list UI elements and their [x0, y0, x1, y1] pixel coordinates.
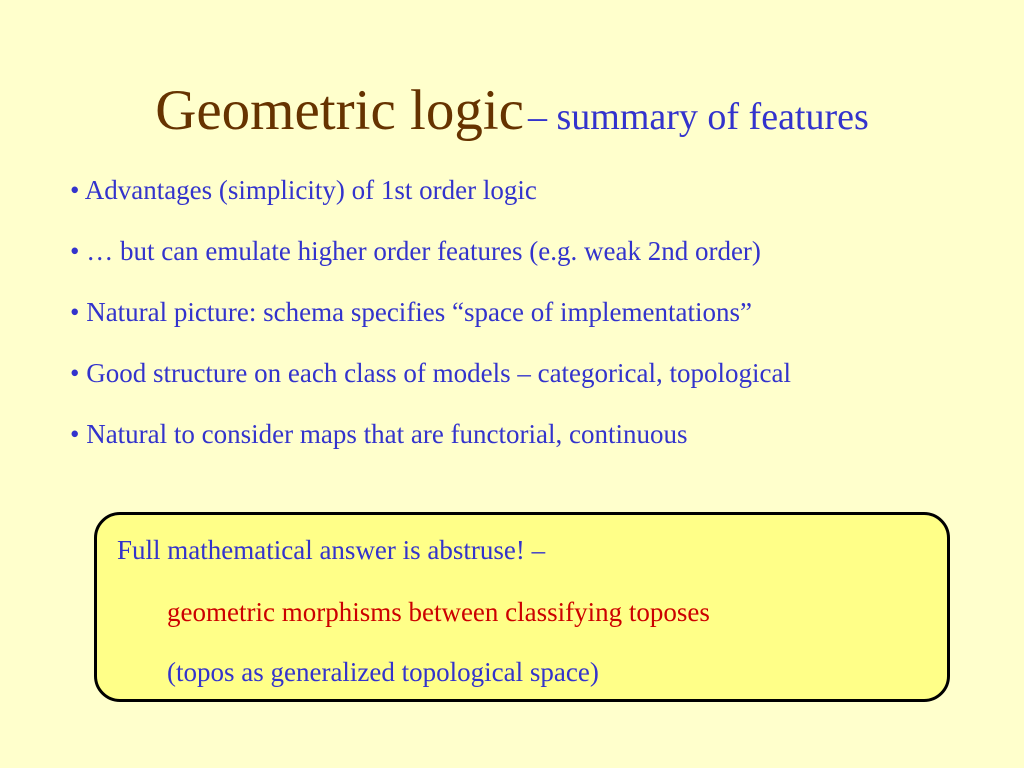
- bullet-item: • Good structure on each class of models – categorical, topological: [70, 358, 791, 388]
- title-main: Geometric logic: [155, 79, 524, 142]
- bullet-item: • Natural picture: schema specifies “space of implementations”: [70, 297, 752, 327]
- title-subtitle: – summary of features: [527, 96, 869, 138]
- callout-line-1: Full mathematical answer is abstruse! –: [117, 535, 546, 565]
- callout-box: [94, 512, 950, 702]
- callout-line-3: (topos as generalized topological space): [167, 657, 599, 687]
- bullet-item: • … but can emulate higher order features (e.g. weak 2nd order): [70, 236, 761, 266]
- bullet-list: [70, 170, 970, 475]
- callout-line-2: geometric morphisms between classifying toposes: [167, 597, 710, 627]
- bullet-item: • Advantages (simplicity) of 1st order logic: [70, 175, 537, 205]
- slide-title: [0, 79, 1024, 142]
- bullet-item: • Natural to consider maps that are functorial, continuous: [70, 419, 688, 449]
